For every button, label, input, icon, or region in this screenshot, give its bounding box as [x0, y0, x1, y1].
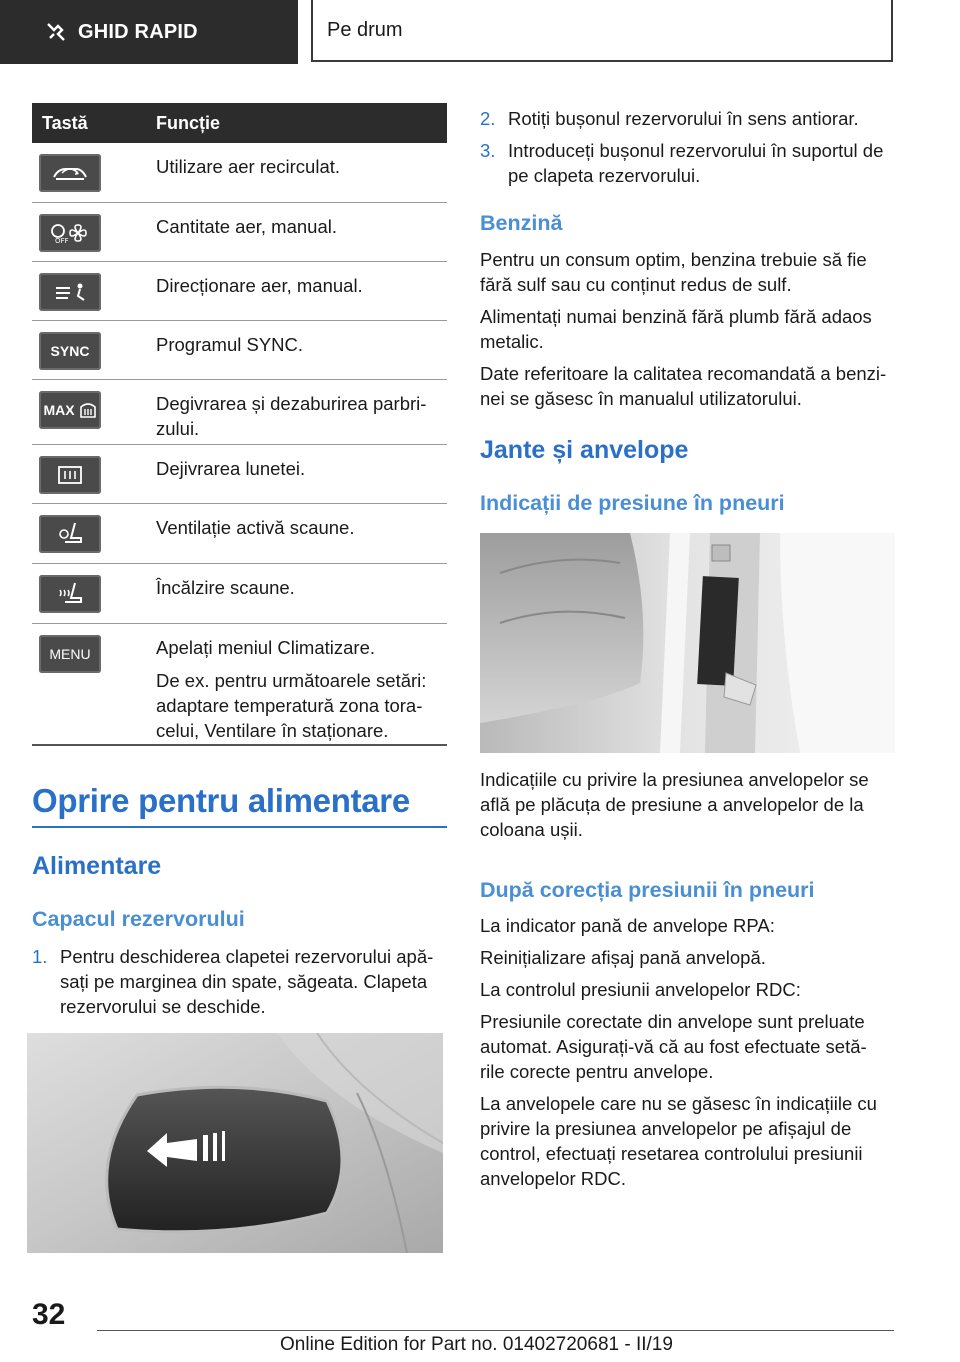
max-key-label: MAX [43, 402, 75, 418]
step-number: 3. [480, 140, 496, 161]
col-key-header: Tastă [42, 112, 88, 133]
air-direction-icon [39, 273, 101, 311]
sync-key-label: SYNC [50, 343, 90, 359]
step-2 [480, 106, 896, 131]
row-function-text: Direcționare aer, manual. [156, 275, 363, 296]
step-number: 1. [32, 946, 48, 967]
table-row [32, 380, 447, 445]
heading-refueling: Alimentare [32, 852, 162, 880]
gasoline-paragraph-1: Pentru un consum optim, benzina trebuie să fie fără sulf sau cu conținut redus de sulf. [480, 249, 867, 295]
row-function-text: Ventilație activă scaune. [156, 517, 355, 538]
table-row [32, 321, 447, 380]
step-3 [480, 138, 896, 188]
seat-heating-icon [39, 575, 101, 613]
row-function-text: Programul SYNC. [156, 334, 304, 355]
row-function-text: Încălzire scaune. [156, 577, 295, 598]
row-function-text: Degivrarea și dezaburirea parbri-zului. [156, 393, 427, 439]
row-function-text: Dejivrarea lunetei. [156, 458, 306, 479]
max-defrost-icon [39, 391, 101, 429]
correction-paragraph-2: Reinițializare afișaj pană anvelopă. [480, 947, 766, 968]
table-row [32, 504, 447, 564]
row-function-text: Utilizare aer recirculat. [156, 156, 341, 177]
heading-after-pressure-correction: După corecția presiunii în pneuri [480, 878, 815, 902]
table-header [32, 103, 447, 143]
correction-paragraph-4: Presiunile corectate din anvelope sunt preluate automat. Asigurați-vă că au fost efectuate setă-rile corecte pentru anvelope. [480, 1011, 867, 1082]
table-row [32, 624, 447, 746]
footer-divider [97, 1330, 894, 1331]
tire-pressure-label-image [480, 533, 895, 753]
pin-icon [44, 20, 68, 44]
gasoline-paragraph-3: Date referitoare la calitatea recomandată a benzi-nei se găsesc în manualul utilizatorului. [480, 363, 887, 409]
section-title: Pe drum [311, 0, 893, 62]
fan-off-icon [39, 214, 101, 252]
section-heading-refuel-stop: Oprire pentru alimentare [32, 782, 447, 828]
footer-edition-text: Online Edition for Part no. 01402720681 - II/19 [280, 1334, 673, 1355]
sync-key-icon [39, 332, 101, 370]
table-row [32, 262, 447, 321]
heading-gasoline: Benzină [480, 211, 563, 235]
step-number: 2. [480, 108, 496, 129]
heading-fuel-cap: Capacul rezervorului [32, 907, 245, 931]
correction-paragraph-3: La controlul presiunii anvelopelor RDC: [480, 979, 801, 1000]
tire-pressure-caption: Indicațiile cu privire la presiunea anvelopelor se află pe plăcuța de presiune a anvelopelor de la coloana ușii. [480, 769, 869, 840]
recirculation-icon [39, 154, 101, 192]
svg-text:OFF: OFF [55, 237, 69, 245]
table-row [32, 203, 447, 262]
row-function-text: Apelați meniul Climatizare. [156, 637, 376, 658]
correction-paragraph-1: La indicator pană de anvelope RPA: [480, 915, 775, 936]
menu-key-icon [39, 635, 101, 673]
step-text: Pentru deschiderea clapetei rezervorului apă-sați pe marginea din spate, săgeata. Clapeta rezervorului se deschide. [60, 946, 434, 1017]
correction-paragraph-5: La anvelopele care nu se găsesc în indicațiile cu privire la presiunea anvelopelor pe afișajul de control, efectuați resetarea controlului presiunii anvelopelor RDC. [480, 1093, 877, 1189]
page-number: 32 [32, 1298, 66, 1331]
table-row [32, 564, 447, 624]
step-1 [32, 944, 447, 1019]
quick-guide-tab[interactable] [0, 0, 298, 64]
row-function-text: Cantitate aer, manual. [156, 216, 337, 237]
step-text: Introduceți bușonul rezervorului în suportul de pe clapeta rezervorului. [508, 140, 884, 186]
heading-tire-pressure-info: Indicații de presiune în pneuri [480, 491, 785, 515]
climate-keys-table [32, 103, 447, 746]
table-row [32, 445, 447, 504]
rear-defrost-icon [39, 456, 101, 494]
seat-ventilation-icon [39, 515, 101, 553]
gasoline-paragraph-2: Alimentați numai benzină fără plumb fără adaos metalic. [480, 306, 872, 352]
table-row [32, 143, 447, 203]
fuel-flap-image [27, 1033, 443, 1253]
heading-wheels-tires: Jante și anvelope [480, 436, 689, 464]
menu-key-label: MENU [49, 646, 91, 662]
quick-guide-label: GHID RAPID [78, 20, 198, 43]
row-function-text: De ex. pentru următoarele setări: adaptare temperatură zona tora-celui, Ventilare în staționare. [156, 670, 427, 741]
step-text: Rotiți bușonul rezervorului în sens antiorar. [508, 108, 859, 129]
col-function-header: Funcție [156, 112, 221, 133]
